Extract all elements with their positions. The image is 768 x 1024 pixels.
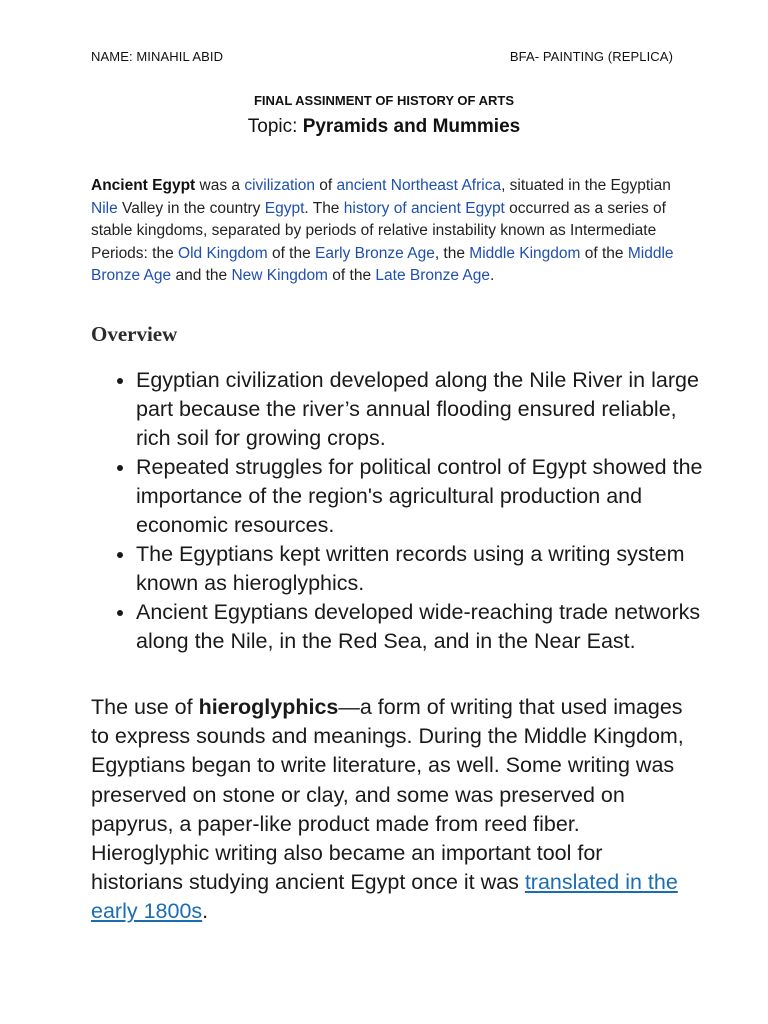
overview-bullet-item: • Ancient Egyptians developed wide-reaching trade networks along the Nile, in the Red Sea, and in the Near East. [136, 598, 706, 656]
assignment-title: FINAL ASSINMENT OF HISTORY OF ARTS [253, 93, 514, 108]
link-late-bronze-age[interactable]: Late Bronze Age [375, 267, 491, 285]
link-middle-kingdom[interactable]: Middle Kingdom [469, 244, 581, 262]
topic-title: Pyramids and Mummies [302, 116, 521, 137]
intro-text: , situated in the Egyptian [501, 177, 671, 194]
intro-text: of [314, 177, 337, 194]
intro-text: was a [195, 177, 245, 194]
term-hieroglyphics: hieroglyphics [198, 695, 339, 719]
intro-text: Valley in the country [117, 199, 265, 217]
intro-text: of the [580, 244, 628, 262]
topic-label: Topic: [247, 116, 303, 137]
topic-line [0, 116, 768, 138]
intro-text: and the [171, 267, 232, 285]
intro-text: . The [304, 199, 344, 217]
overview-heading: Overview [91, 322, 178, 346]
student-name: NAME: MINAHIL ABID [91, 49, 224, 64]
link-translated-1800s[interactable]: translated in the early 1800s [91, 870, 678, 924]
intro-text: of the [327, 267, 376, 285]
link-egypt[interactable]: Egypt [264, 199, 305, 217]
link-history-of-ancient-egypt[interactable]: history of ancient Egypt [343, 199, 505, 217]
link-civilization[interactable]: civilization [244, 177, 315, 194]
overview-bullet-item: • The Egyptians kept written records using a writing system known as hieroglyphics. [136, 540, 706, 598]
intro-term-ancient-egypt: Ancient Egypt [91, 177, 196, 194]
link-ancient-northeast-africa[interactable]: ancient Northeast Africa [336, 177, 502, 194]
link-nile[interactable]: Nile [91, 199, 118, 217]
link-middle-bronze-age[interactable]: Middle Bronze Age [91, 244, 674, 285]
overview-bullet-item: • Repeated struggles for political control of Egypt showed the importance of the region's agricultural production and economic resources. [136, 453, 706, 540]
intro-text: , the [434, 244, 470, 262]
overview-bullet-item: • Egyptian civilization developed along the Nile River in large part because the river’s annual flooding ensured reliable, rich soil for growing crops. [136, 366, 706, 453]
intro-text: occurred as a series of stable kingdoms, separated by periods of relative instability known as Intermediate Periods: the [91, 199, 666, 262]
intro-text: . [490, 267, 495, 285]
intro-text: of the [267, 244, 316, 262]
overview-bullet-list [112, 366, 706, 656]
course-label: BFA- PAINTING (REPLICA) [509, 49, 673, 64]
document-header [91, 49, 673, 64]
paragraph-text: . [202, 899, 209, 924]
paragraph-text: The use of [91, 695, 199, 719]
intro-paragraph [91, 175, 691, 288]
hieroglyphics-paragraph [91, 693, 691, 927]
link-early-bronze-age[interactable]: Early Bronze Age [315, 244, 435, 262]
link-new-kingdom[interactable]: New Kingdom [231, 267, 328, 285]
paragraph-text: —a form of writing that used images to express sounds and meanings. During the Middle Kingdom, Egyptians began to write literature, as well. Some writing was preserved on stone or clay, and some was preserved on papyrus, a paper-like product made from reed fiber. Hieroglyphic writing also became an important tool for historians studying ancient Egypt once it was [91, 695, 684, 895]
link-old-kingdom[interactable]: Old Kingdom [178, 244, 268, 262]
